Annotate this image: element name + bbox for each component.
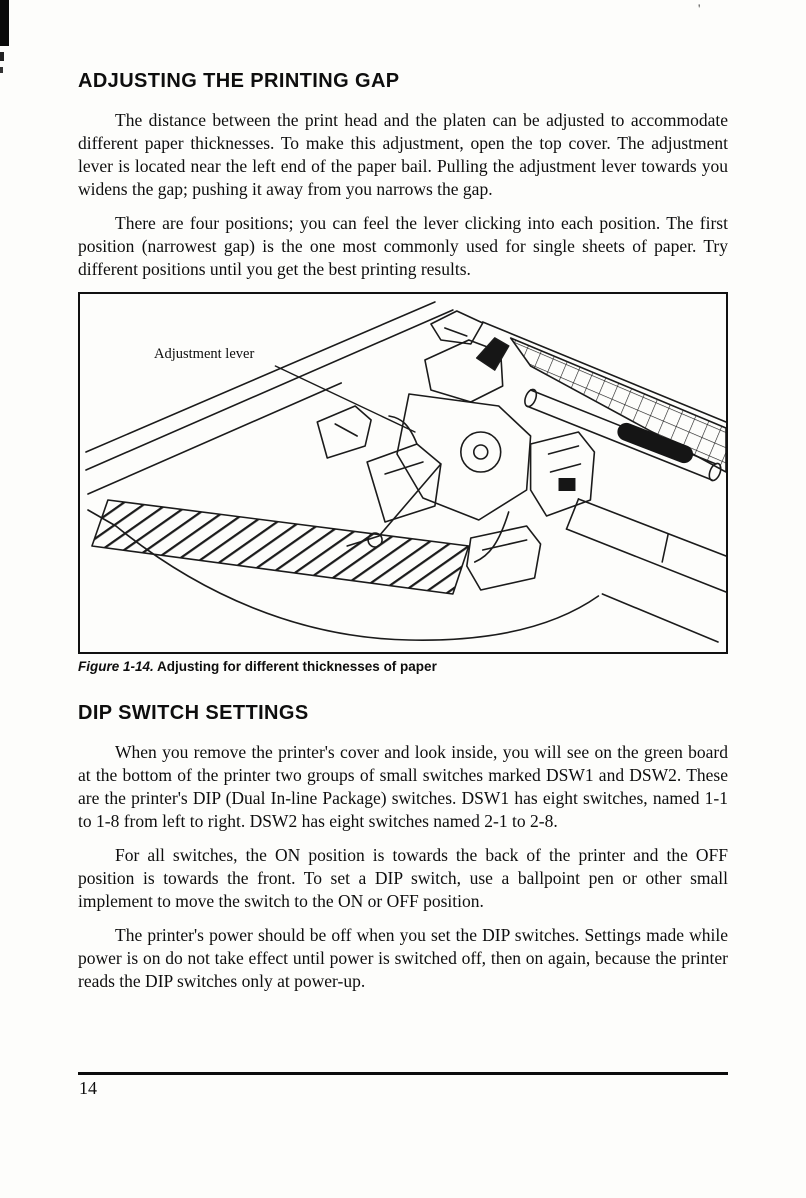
- page-content: [78, 70, 728, 1004]
- figure-callout-label: Adjustment lever: [154, 346, 255, 362]
- paragraph: When you remove the printer's cover and look inside, you will see on the green board at the bottom of the printer two groups of small switches marked DSW1 and DSW2. These are the printer's DIP (Dual In-line Package) switches. DSW1 has eight switches, named 1-1 to 1-8 from left to right. DSW2 has eight switches named 2-1 to 2-8.: [78, 742, 728, 831]
- paragraph: For all switches, the ON position is towards the back of the printer and the OFF position is towards the front. To set a DIP switch, use a ballpoint pen or other small implement to move the switch to the ON or OFF position.: [78, 845, 728, 911]
- figure-printer-diagram: [78, 292, 728, 654]
- section-heading-printing-gap: ADJUSTING THE PRINTING GAP: [78, 70, 400, 92]
- paragraph: The printer's power should be off when you set the DIP switches. Settings made while power is on do not take effect until power is switched off, then on again, because the printer reads the DIP switches only at power-up.: [78, 925, 728, 991]
- paragraph: The distance between the print head and the platen can be adjusted to accommodate different paper thicknesses. To make this adjustment, open the top cover. The adjustment lever is located near the left end of the paper bail. Pulling the adjustment lever towards you widens the gap; pushing it away from you narrows the gap.: [78, 110, 728, 199]
- section-heading-dip-switch: DIP SWITCH SETTINGS: [78, 702, 309, 724]
- scan-binding-tick: [0, 67, 3, 73]
- page-number: 14: [79, 1078, 97, 1098]
- figure-caption: [78, 659, 728, 674]
- scan-binding-mark: [0, 0, 9, 46]
- scan-binding-tick: [0, 52, 4, 61]
- figure-caption-number: Figure 1-14.: [78, 659, 154, 674]
- footer-rule: [78, 1072, 728, 1075]
- figure-caption-text: Adjusting for different thicknesses of paper: [153, 659, 437, 674]
- scan-speck: ': [698, 1, 701, 16]
- paragraph: There are four positions; you can feel the lever clicking into each position. The first position (narrowest gap) is the one most commonly used for single sheets of paper. Try different positions until you get the best printing results.: [78, 213, 728, 279]
